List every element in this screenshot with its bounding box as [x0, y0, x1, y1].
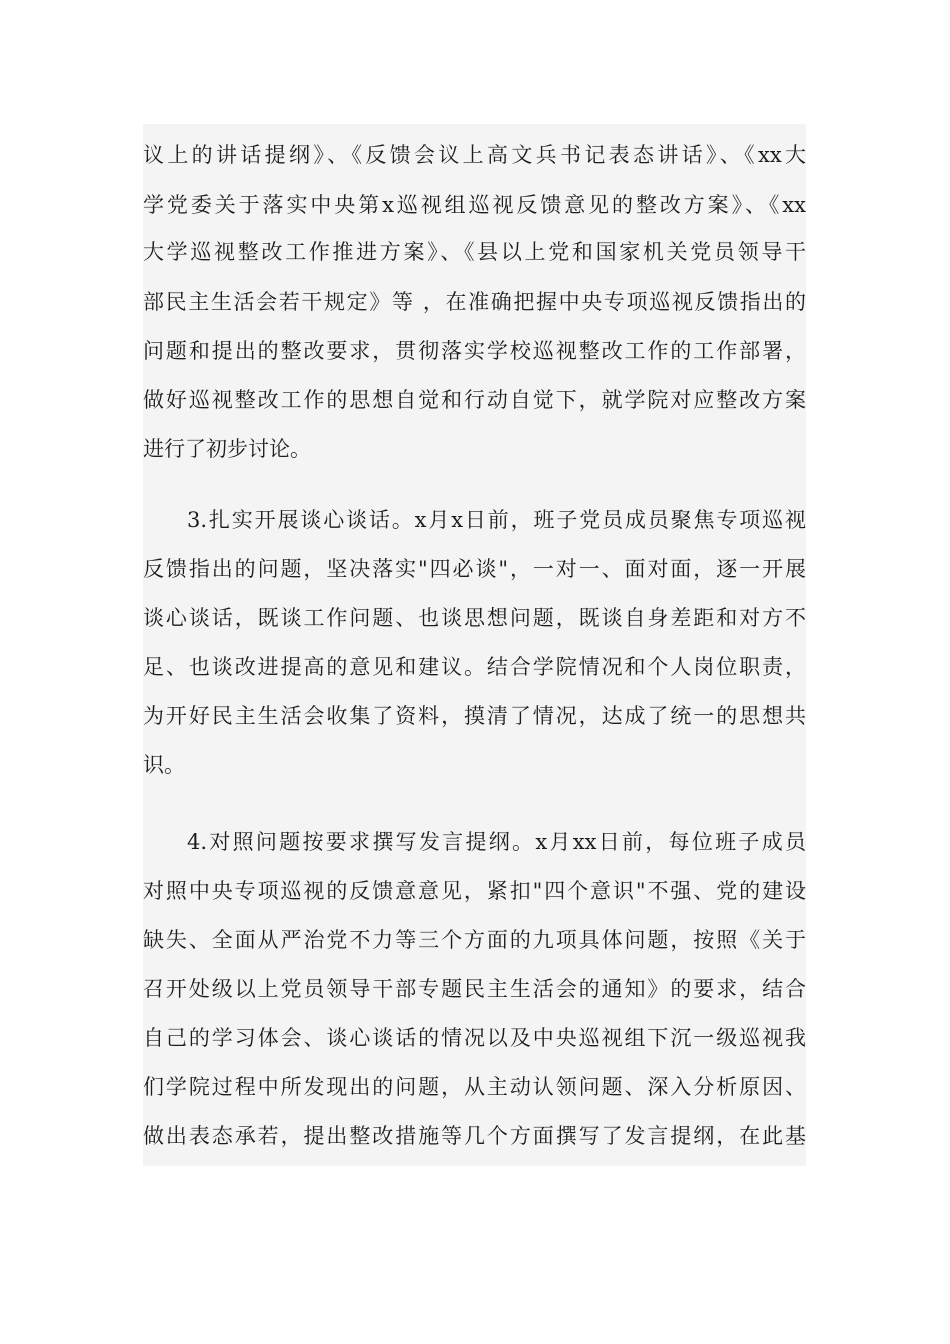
paragraph-3-line-7: 做出表态承若，提出整改措施等几个方面撰写了发言提纲，在此基 — [143, 1124, 806, 1148]
paragraph-2-line-3: 谈心谈话，既谈工作问题、也谈思想问题，既谈自身差距和对方不 — [143, 606, 806, 630]
paragraph-1-line-7: 进行了初步讨论。 — [143, 437, 311, 461]
paragraph-2-line-1: 3.扎实开展谈心谈话。x月x日前，班子党员成员聚焦专项巡视 — [187, 508, 806, 532]
paragraph-2-line-6: 识。 — [143, 753, 185, 777]
paragraph-1-line-1: 议上的讲话提纲》、《反馈会议上高文兵书记表态讲话》、《xx大 — [143, 143, 806, 167]
paragraph-3-line-4: 召开处级以上党员领导干部专题民主生活会的通知》的要求，结合 — [143, 977, 806, 1001]
paragraph-3-line-1: 4.对照问题按要求撰写发言提纲。x月xx日前，每位班子成员 — [187, 830, 806, 854]
paragraph-1-line-3: 大学巡视整改工作推进方案》、《县以上党和国家机关党员领导干 — [143, 240, 806, 264]
paragraph-2-line-2: 反馈指出的问题，坚决落实"四必谈"，一对一、面对面，逐一开展 — [143, 557, 806, 581]
paragraph-1-line-6: 做好巡视整改工作的思想自觉和行动自觉下，就学院对应整改方案 — [143, 388, 806, 412]
paragraph-3-line-2: 对照中央专项巡视的反馈意意见，紧扣"四个意识"不强、党的建设 — [143, 879, 806, 903]
paragraph-3-line-3: 缺失、全面从严治党不力等三个方面的九项具体问题，按照《关于 — [143, 928, 806, 952]
paragraph-2-line-5: 为开好民主生活会收集了资料，摸清了情况，达成了统一的思想共 — [143, 704, 806, 728]
paragraph-1-line-4: 部民主生活会若干规定》等 ，在准确把握中央专项巡视反馈指出的 — [143, 290, 806, 314]
paragraph-3-line-5: 自己的学习体会、谈心谈话的情况以及中央巡视组下沉一级巡视我 — [143, 1026, 806, 1050]
paragraph-3-line-6: 们学院过程中所发现出的问题，从主动认领问题、深入分析原因、 — [143, 1075, 806, 1099]
document-body — [143, 124, 806, 1166]
paragraph-1-line-2: 学党委关于落实中央第x巡视组巡视反馈意见的整改方案》、《xx — [143, 193, 806, 217]
paragraph-1-line-5: 问题和提出的整改要求，贯彻落实学校巡视整改工作的工作部署， — [143, 339, 806, 363]
paragraph-2-line-4: 足、也谈改进提高的意见和建议。结合学院情况和个人岗位职责， — [143, 655, 806, 679]
